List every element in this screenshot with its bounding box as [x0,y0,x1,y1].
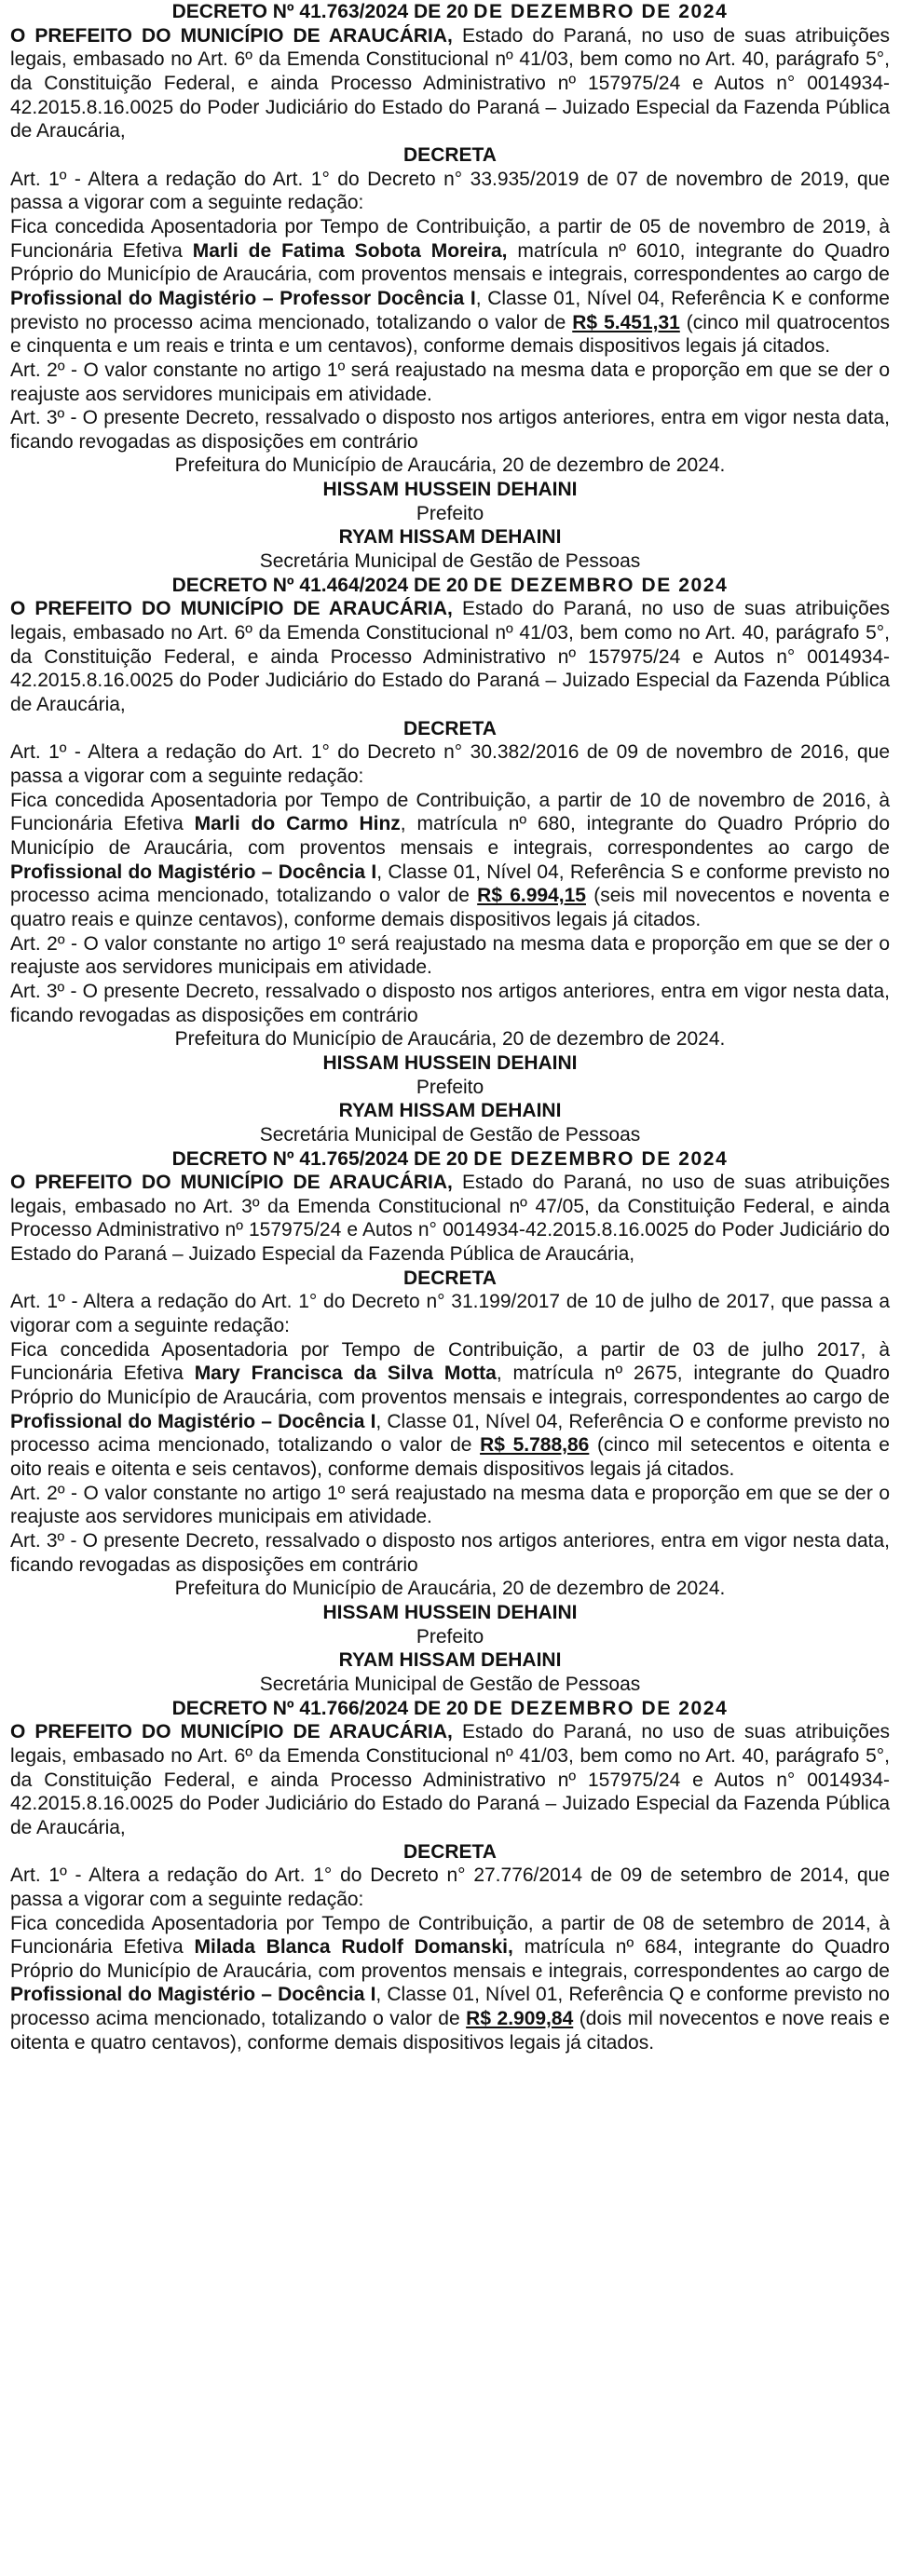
article-1: Art. 1º - Altera a redação do Art. 1° do Decreto n° 30.382/2016 de 09 de novembro de 2016, que passa a vigorar com a seguinte redação: [10,741,890,787]
body-text-c: , Classe 01, Nível 04, Referência O e conforme previsto no processo acima mencionado, totalizando o valor de [10,1410,890,1457]
decreto-title-suffix: DE DEZEMBRO DE 2024 [473,1,729,22]
preamble-text: Estado do Paraná, no uso de suas atribuições legais, embasado no Art. 6º da Emenda Constitucional nº 41/03, bem como no Art. 40, parágrafo 5°, da Constituição Federal, e ainda Processo Administrativo nº 157975/24 e Autos n° 0014934-42.2015.8.16.0025 do Poder Judiciário do Estado do Paraná – Juizado Especial da Fazenda Pública de Araucária, [10,1721,891,1838]
secretary-name: RYAM HISSAM DEHAINI [338,1100,562,1122]
cargo-title: Profissional do Magistério – Docência I [10,861,377,883]
decreto-title-prefix: DECRETO Nº 41.763/2024 DE 20 [171,1,469,22]
place-date: Prefeitura do Município de Araucária, 20 de dezembro de 2024. [174,1578,726,1600]
secretary-role: Secretária Municipal de Gestão de Pessoas [259,1123,641,1146]
article-3: Art. 3º - O presente Decreto, ressalvado o disposto nos artigos anteriores, entra em vigor nesta data, ficando revogadas as disposições em contrário [10,407,890,453]
mayor-name: HISSAM HUSSEIN DEHAINI [322,1051,578,1074]
cargo-title: Profissional do Magistério – Docência I [10,1984,376,2006]
preamble-lead: O PREFEITO DO MUNICÍPIO DE ARAUCÁRIA, [10,598,453,620]
body-text-b: matrícula nº 6010, integrante do Quadro Próprio do Município de Araucária, com proventos mensais e integrais, correspondentes ao cargo de [10,239,890,286]
article-1-body [10,215,890,359]
decreta-heading: DECRETA [403,1267,497,1289]
article-1-body [10,789,890,932]
servant-name: Marli de Fatima Sobota Moreira, [192,239,508,262]
preamble-lead: O PREFEITO DO MUNICÍPIO DE ARAUCÁRIA, [10,1721,453,1743]
article-3: Art. 3º - O presente Decreto, ressalvado o disposto nos artigos anteriores, entra em vigor nesta data, ficando revogadas as disposições em contrário [10,980,890,1026]
mayor-role: Prefeito [416,502,484,524]
article-2: Art. 2º - O valor constante no artigo 1º será reajustado na mesma data e proporção em que se der o reajuste aos servidores municipais em atividade. [10,1482,890,1528]
decreto-title [10,1697,890,1721]
decreto-title-suffix: DE DEZEMBRO DE 2024 [473,574,729,596]
mayor-role: Prefeito [416,1625,484,1647]
decreto-title-prefix: DECRETO Nº 41.765/2024 DE 20 [171,1147,469,1170]
amount-value: R$ 2.909,84 [466,2008,574,2030]
secretary-name: RYAM HISSAM DEHAINI [338,1649,562,1672]
cargo-title: Profissional do Magistério – Professor Docência I [10,287,476,309]
body-text-b: , matrícula nº 680, integrante do Quadro Próprio do Município de Araucária, com proventos mensais e integrais, correspondentes ao cargo de [10,813,890,859]
article-2: Art. 2º - O valor constante no artigo 1º será reajustado na mesma data e proporção em que se der o reajuste aos servidores municipais em atividade. [10,359,890,405]
secretary-role: Secretária Municipal de Gestão de Pessoas [259,1673,641,1695]
body-text-a: Fica concedida Aposentadoria por Tempo de Contribuição, a partir de 08 de setembro de 2014, à Funcionária Efetiva [10,1912,890,1959]
decreta-heading: DECRETA [403,717,497,739]
body-text-a: Fica concedida Aposentadoria por Tempo de Contribuição, a partir de 05 de novembro de 2019, à Funcionária Efetiva [10,215,890,262]
article-1: Art. 1º - Altera a redação do Art. 1° do Decreto n° 31.199/2017 de 10 de julho de 2017, que passa a vigorar com a seguinte redação: [10,1291,890,1337]
article-3: Art. 3º - O presente Decreto, ressalvado o disposto nos artigos anteriores, entra em vigor nesta data, ficando revogadas as disposições em contrário [10,1530,890,1576]
decreto-title [10,1147,890,1172]
article-2: Art. 2º - O valor constante no artigo 1º será reajustado na mesma data e proporção em que se der o reajuste aos servidores municipais em atividade. [10,932,890,979]
decreto-block [10,1147,890,1697]
amount-value: R$ 5.451,31 [572,311,680,333]
preamble-text: Estado do Paraná, no uso de suas atribuições legais, embasado no Art. 3º da Emenda Constitucional nº 47/05, da Constituição Federal, e ainda Processo Administrativo nº 157975/24 e Autos n° 0014934-42.2015.8.16.0025 do Poder Judiciário do Estado do Paraná – Juizado Especial da Fazenda Pública de Araucária, [10,1172,891,1266]
body-text-a: Fica concedida Aposentadoria por Tempo de Contribuição, a partir de 03 de julho 2017, à Funcionária Efetiva [10,1338,890,1385]
body-text-b: matrícula nº 684, integrante do Quadro Próprio do Município de Araucária, com proventos mensais e integrais, correspondentes ao cargo de [10,1936,890,1982]
decreto-title [10,0,890,24]
preamble [10,24,890,143]
decreto-title [10,574,890,598]
body-text-c: , Classe 01, Nível 01, Referência Q e conforme previsto no processo acima mencionado, totalizando o valor de [10,1984,890,2030]
servant-name: Milada Blanca Rudolf Domanski, [194,1936,513,1959]
decreta-heading: DECRETA [403,143,497,166]
decreto-block [10,0,890,574]
body-text-c: , Classe 01, Nível 04, Referência K e conforme previsto no processo acima mencionado, totalizando o valor de [10,287,890,333]
decreto-title-prefix: DECRETO Nº 41.464/2024 DE 20 [171,574,469,596]
article-1: Art. 1º - Altera a redação do Art. 1° do Decreto n° 33.935/2019 de 07 de novembro de 2019, que passa a vigorar com a seguinte redação: [10,168,890,214]
servant-name: Marli do Carmo Hinz [194,813,401,835]
mayor-name: HISSAM HUSSEIN DEHAINI [322,1601,578,1623]
body-text-d: (cinco mil quatrocentos e cinquenta e um reais e trinta e um centavos), conforme demais dispositivos legais já citados. [10,311,890,358]
mayor-name: HISSAM HUSSEIN DEHAINI [322,479,578,501]
decreto-title-suffix: DE DEZEMBRO DE 2024 [473,1697,729,1719]
preamble-text: Estado do Paraná, no uso de suas atribuições legais, embasado no Art. 6º da Emenda Constitucional nº 41/03, bem como no Art. 40, parágrafo 5°, da Constituição Federal, e ainda Processo Administrativo nº 157975/24 e Autos n° 0014934-42.2015.8.16.0025 do Poder Judiciário do Estado do Paraná – Juizado Especial da Fazenda Pública de Araucária, [10,24,891,142]
cargo-title: Profissional do Magistério – Docência I [10,1410,376,1432]
preamble [10,1720,890,1839]
body-text-d: (dois mil novecentos e nove reais e oitenta e quatro centavos), conforme demais dispositivos legais já citados. [10,2008,890,2054]
servant-name: Mary Francisca da Silva Motta [194,1363,497,1385]
body-text-a: Fica concedida Aposentadoria por Tempo de Contribuição, a partir de 10 de novembro de 2016, à Funcionária Efetiva [10,789,890,835]
body-text-d: (seis mil novecentos e noventa e quatro reais e quinze centavos), conforme demais dispositivos legais já citados. [10,885,890,930]
decreta-heading: DECRETA [403,1840,497,1863]
preamble-text: Estado do Paraná, no uso de suas atribuições legais, embasado no Art. 6º da Emenda Constitucional nº 41/03, bem como no Art. 40, parágrafo 5°, da Constituição Federal, e ainda Processo Administrativo nº 157975/24 e Autos n° 0014934-42.2015.8.16.0025 do Poder Judiciário do Estado do Paraná – Juizado Especial da Fazenda Pública de Araucária, [10,598,891,716]
preamble-lead: O PREFEITO DO MUNICÍPIO DE ARAUCÁRIA, [10,24,453,47]
decreto-title-suffix: DE DEZEMBRO DE 2024 [473,1147,729,1170]
article-1-body [10,1338,890,1482]
body-text-d: (cinco mil setecentos e oitenta e oito reais e oitenta e seis centavos), conforme demais dispositivos legais já citados. [10,1434,890,1481]
decreto-title-prefix: DECRETO Nº 41.766/2024 DE 20 [171,1697,469,1719]
body-text-c: , Classe 01, Nível 04, Referência S e conforme previsto no processo acima mencionado, totalizando o valor de [10,861,890,907]
preamble [10,597,890,716]
decreto-block [10,1697,890,2055]
decreto-block [10,574,890,1147]
preamble [10,1171,890,1267]
secretary-role: Secretária Municipal de Gestão de Pessoas [259,550,641,573]
preamble-lead: O PREFEITO DO MUNICÍPIO DE ARAUCÁRIA, [10,1172,453,1194]
amount-value: R$ 6.994,15 [477,885,586,907]
secretary-name: RYAM HISSAM DEHAINI [338,526,562,549]
place-date: Prefeitura do Município de Araucária, 20 de dezembro de 2024. [174,1028,726,1051]
mayor-role: Prefeito [416,1076,484,1098]
body-text-b: , matrícula nº 2675, integrante do Quadro Próprio do Município de Araucária, com proventos mensais e integrais, correspondentes ao cargo de [10,1363,890,1409]
article-1: Art. 1º - Altera a redação do Art. 1° do Decreto n° 27.776/2014 de 09 de setembro de 2014, que passa a vigorar com a seguinte redação: [10,1864,890,1910]
article-1-body [10,1912,890,2055]
place-date: Prefeitura do Município de Araucária, 20 de dezembro de 2024. [174,454,726,477]
amount-value: R$ 5.788,86 [480,1434,590,1457]
